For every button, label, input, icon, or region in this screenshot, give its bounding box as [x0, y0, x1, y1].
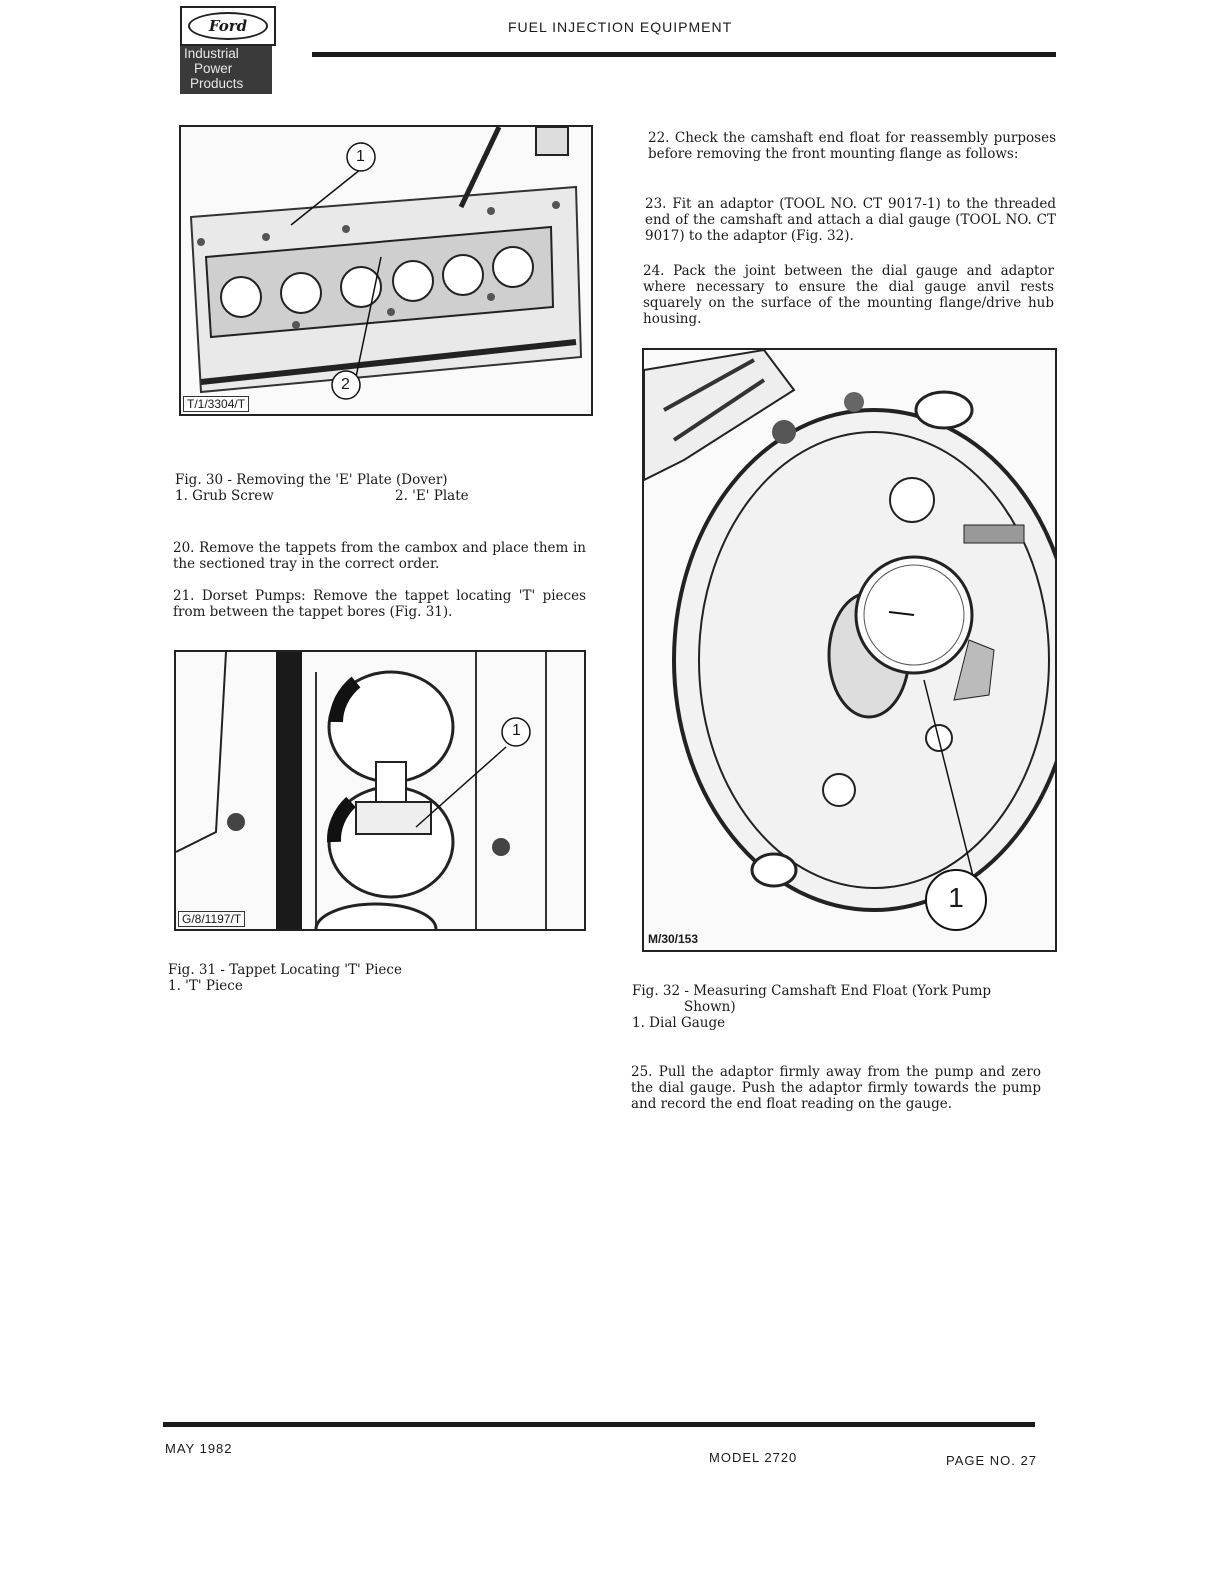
- caption-title: Fig. 32 - Measuring Camshaft End Float (York Pump: [632, 983, 992, 999]
- figure-31: [174, 650, 586, 931]
- step-25: 25. Pull the adaptor firmly away from the pump and zero the dial gauge. Push the adaptor firmly towards the pump and record the end float reading on the gauge.: [631, 1064, 1041, 1112]
- ford-logo: [180, 6, 276, 46]
- step-22: 22. Check the camshaft end float for reassembly purposes before removing the front mounting flange as follows:: [648, 130, 1056, 162]
- figure-32-illustration: [644, 350, 1055, 950]
- division-line: Industrial: [184, 46, 239, 61]
- callout-1: 1: [948, 882, 964, 913]
- figure-31-illustration: [176, 652, 584, 929]
- figure-code: T/1/3304/T: [183, 396, 249, 412]
- header-rule: [312, 52, 1056, 57]
- figure-32-caption: [632, 983, 1052, 1031]
- caption-item: 2. 'E' Plate: [395, 488, 469, 504]
- division-line: Power: [194, 61, 233, 76]
- division-badge: [180, 46, 272, 94]
- footer-date: MAY 1982: [165, 1441, 233, 1456]
- caption-item: 1. 'T' Piece: [168, 978, 243, 994]
- ford-logo-text: Ford: [208, 17, 248, 35]
- callout-1: 1: [512, 722, 521, 739]
- caption-title-cont: Shown): [684, 999, 736, 1015]
- step-23: 23. Fit an adaptor (TOOL NO. CT 9017-1) to the threaded end of the camshaft and attach a dial gauge (TOOL NO. CT 9017) to the adaptor (Fig. 32).: [645, 196, 1056, 244]
- division-line: Products: [190, 76, 244, 91]
- figure-30: [179, 125, 593, 416]
- figure-code: M/30/153: [648, 932, 699, 946]
- caption-item: 1. Dial Gauge: [632, 1015, 726, 1031]
- step-21: 21. Dorset Pumps: Remove the tappet locating 'T' pieces from between the tappet bores (Fig. 31).: [173, 588, 586, 620]
- footer-rule: [163, 1422, 1035, 1427]
- step-20: 20. Remove the tappets from the cambox and place them in the sectioned tray in the correct order.: [173, 540, 586, 572]
- figure-31-caption: [168, 962, 588, 994]
- caption-item: 1. Grub Screw: [175, 488, 274, 504]
- callout-2: 2: [341, 376, 350, 393]
- page-title: FUEL INJECTION EQUIPMENT: [508, 19, 733, 35]
- figure-30-caption: [175, 472, 595, 504]
- figure-30-illustration: [181, 127, 591, 414]
- figure-code: G/8/1197/T: [178, 911, 245, 927]
- footer-model: MODEL 2720: [709, 1450, 798, 1465]
- caption-title: Fig. 30 - Removing the 'E' Plate (Dover): [175, 472, 448, 488]
- figure-32: [642, 348, 1057, 952]
- footer-page-number: PAGE NO. 27: [946, 1453, 1037, 1468]
- callout-1: 1: [356, 148, 365, 165]
- step-24: 24. Pack the joint between the dial gauge and adaptor where necessary to ensure the dial gauge anvil rests squarely on the surface of the mounting flange/drive hub housing.: [643, 263, 1054, 327]
- caption-title: Fig. 31 - Tappet Locating 'T' Piece: [168, 962, 402, 978]
